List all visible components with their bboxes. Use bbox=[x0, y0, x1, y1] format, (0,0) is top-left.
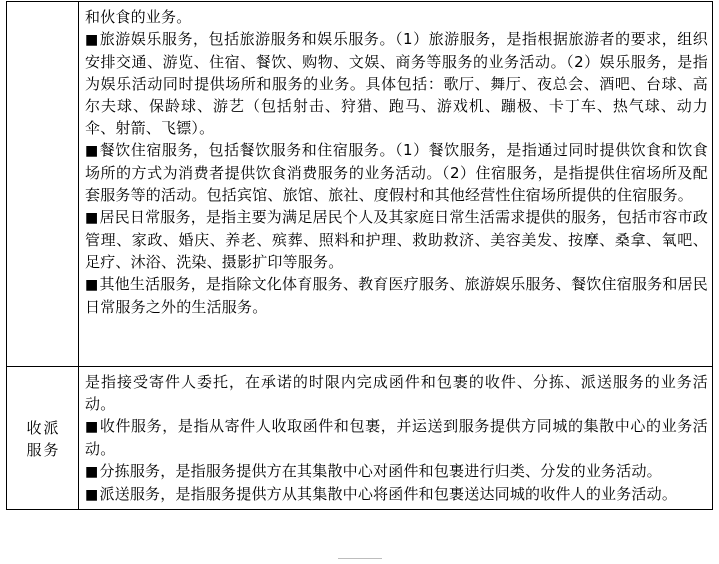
paragraph-text: 居民日常服务，是指主要为满足居民个人及其家庭日常生活需求提供的服务，包括市容市政管理、家政、婚庆、养老、殡葬、照料和护理、救助救济、美容美发、按摩、桑拿、氧吧、足疗、沐浴、洗染、摄影扩印等服务。 bbox=[85, 208, 708, 271]
square-bullet-icon: ■ bbox=[85, 419, 99, 435]
category-label-cell bbox=[7, 367, 79, 510]
description-paragraph bbox=[85, 139, 708, 206]
square-bullet-icon: ■ bbox=[85, 464, 99, 480]
description-paragraph bbox=[85, 6, 708, 28]
description-paragraph bbox=[85, 415, 708, 460]
table-row-delivery-services bbox=[7, 367, 713, 510]
paragraph-text: 餐饮住宿服务，包括餐饮服务和住宿服务。（1）餐饮服务，是指通过同时提供饮食和饮食场所的方式为消费者提供饮食消费服务的业务活动。（2）住宿服务，是指提供住宿场所及配套服务等的活动。包括宾馆、旅馆、旅社、度假村和其他经营性住宿场所提供的住宿服务。 bbox=[85, 141, 708, 204]
square-bullet-icon: ■ bbox=[85, 32, 99, 48]
paragraph-text: 派送服务，是指服务提供方从其集散中心将函件和包裹送达同城的收件人的业务活动。 bbox=[99, 485, 678, 503]
service-definition-table bbox=[6, 1, 713, 510]
square-bullet-icon: ■ bbox=[85, 487, 99, 503]
category-label-cell bbox=[7, 2, 79, 367]
description-cell bbox=[79, 2, 713, 367]
square-bullet-icon: ■ bbox=[85, 143, 99, 159]
paragraph-text: 是指接受寄件人委托，在承诺的时限内完成函件和包裹的收件、分拣、派送服务的业务活动。 bbox=[85, 373, 708, 413]
description-paragraph bbox=[85, 28, 708, 139]
description-paragraph bbox=[85, 460, 708, 483]
paragraph-text: 和伙食的业务。 bbox=[85, 8, 192, 26]
square-bullet-icon: ■ bbox=[85, 210, 99, 226]
description-cell bbox=[79, 367, 713, 510]
paragraph-text: 分拣服务，是指服务提供方在其集散中心对函件和包裹进行归类、分发的业务活动。 bbox=[99, 462, 662, 480]
paragraph-text: 其他生活服务，是指除文化体育服务、教育医疗服务、旅游娱乐服务、餐饮住宿服务和居民日常服务之外的生活服务。 bbox=[85, 275, 708, 316]
category-label: 收派服务 bbox=[26, 418, 61, 459]
description-paragraph bbox=[85, 483, 708, 506]
paragraph-text: 旅游娱乐服务，包括旅游服务和娱乐服务。（1）旅游服务，是指根据旅游者的要求，组织安排交通、游览、住宿、餐饮、购物、文娱、商务等服务的业务活动。（2）娱乐服务，是指为娱乐活动同时提供场所和服务的业务。具体包括：歌厅、舞厅、夜总会、酒吧、台球、高尔夫球、保龄球、游艺（包括射击、狩猎、跑马、游戏机、蹦极、卡丁车、热气球、动力伞、射箭、飞镖）。 bbox=[85, 30, 708, 137]
square-bullet-icon: ■ bbox=[85, 277, 99, 293]
page-edge-mark bbox=[338, 558, 382, 564]
description-paragraph bbox=[85, 206, 708, 273]
paragraph-text: 收件服务，是指从寄件人收取函件和包裹，并运送到服务提供方同城的集散中心的业务活动。 bbox=[85, 417, 708, 458]
description-paragraph bbox=[85, 371, 708, 415]
description-paragraph bbox=[85, 273, 708, 318]
table-row-life-services bbox=[7, 2, 713, 367]
